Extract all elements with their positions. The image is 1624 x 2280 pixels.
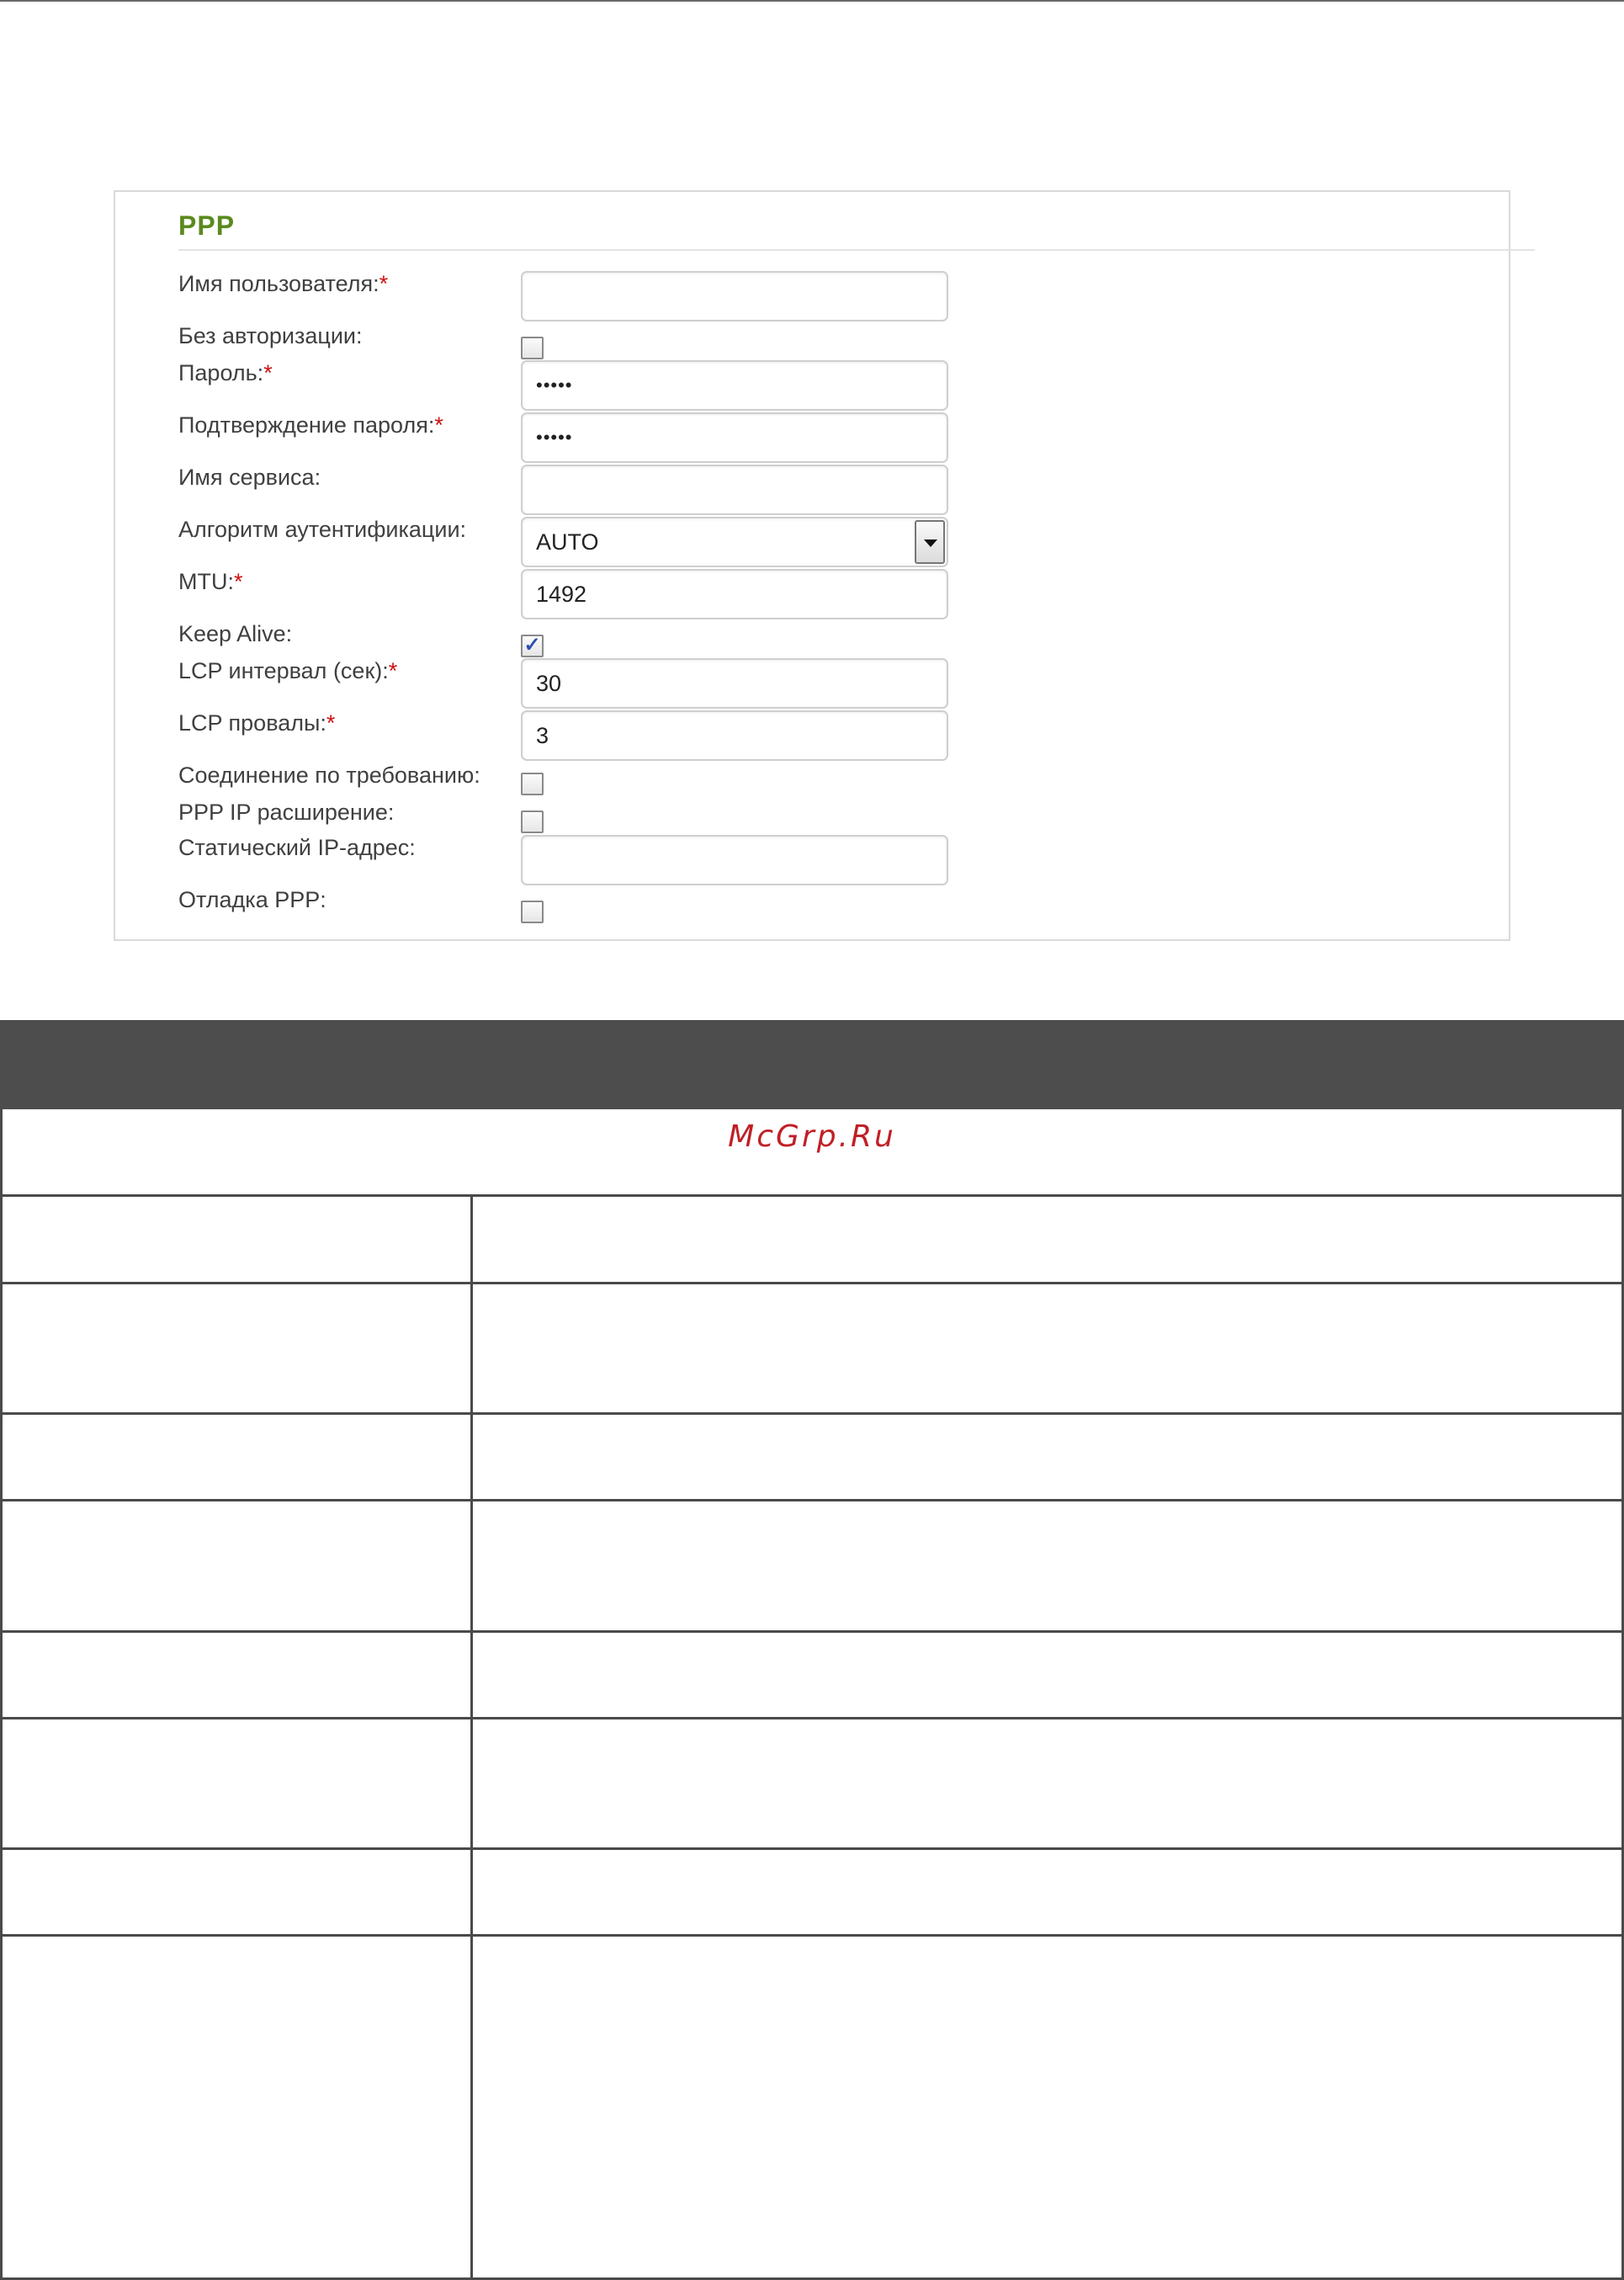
- section-divider: [178, 249, 1535, 251]
- chevron-down-icon[interactable]: [915, 520, 945, 564]
- top-rule: [0, 0, 1624, 2]
- no-auth-checkbox[interactable]: [521, 337, 544, 359]
- mtu-label: MTU:*: [178, 569, 243, 594]
- table-header-band: [0, 1020, 1624, 1109]
- lcp-interval-label: LCP интервал (сек):*: [178, 658, 398, 683]
- lcp-failures-input[interactable]: 3: [521, 710, 948, 761]
- ppp-ip-extension-label: PPP IP расширение:: [178, 800, 395, 825]
- username-label: Имя пользователя:*: [178, 271, 389, 296]
- auth-algorithm-label: Алгоритм аутентификации:: [178, 517, 467, 542]
- table-row-line: [0, 1282, 1624, 1284]
- ppp-settings-panel: [114, 190, 1510, 941]
- table-row-line: [0, 1847, 1624, 1850]
- watermark: McGrp.Ru: [728, 1119, 896, 1154]
- mtu-input[interactable]: 1492: [521, 569, 948, 619]
- ppp-debug-label: Отладка PPP:: [178, 887, 326, 912]
- dial-on-demand-checkbox[interactable]: [521, 773, 544, 795]
- lcp-interval-input[interactable]: 30: [521, 658, 948, 709]
- lcp-failures-label: LCP провалы:*: [178, 710, 336, 736]
- password-input[interactable]: •••••: [521, 360, 948, 411]
- auth-algorithm-select[interactable]: [521, 517, 948, 567]
- table-column-divider: [470, 1195, 473, 2280]
- dial-on-demand-label: Соединение по требованию:: [178, 763, 480, 788]
- password-label: Пароль:*: [178, 360, 273, 385]
- ppp-ip-extension-checkbox[interactable]: [521, 810, 544, 833]
- table-row-line: [0, 1412, 1624, 1415]
- table-row-line: [0, 1499, 1624, 1501]
- table-row-line: [0, 1717, 1624, 1719]
- check-icon: ✓: [523, 634, 541, 656]
- password-confirm-input[interactable]: •••••: [521, 412, 948, 463]
- password-confirm-label: Подтверждение пароля:*: [178, 412, 443, 438]
- static-ip-input[interactable]: [521, 835, 948, 885]
- table-row-line: [0, 1630, 1624, 1633]
- keep-alive-checkbox[interactable]: [521, 635, 544, 657]
- auth-algorithm-value: AUTO: [536, 529, 599, 555]
- table-row-line: [0, 1934, 1624, 1937]
- service-name-label: Имя сервиса:: [178, 465, 321, 490]
- username-input[interactable]: [521, 271, 948, 322]
- service-name-input[interactable]: [521, 465, 948, 515]
- section-title: PPP: [178, 210, 236, 241]
- table-border-left: [0, 1109, 3, 2280]
- ppp-debug-checkbox[interactable]: [521, 901, 544, 923]
- static-ip-label: Статический IP-адрес:: [178, 835, 416, 860]
- no-auth-label: Без авторизации:: [178, 323, 363, 348]
- table-row-line: [0, 1194, 1624, 1197]
- keep-alive-label: Keep Alive:: [178, 621, 293, 646]
- description-table: [0, 1109, 1624, 2280]
